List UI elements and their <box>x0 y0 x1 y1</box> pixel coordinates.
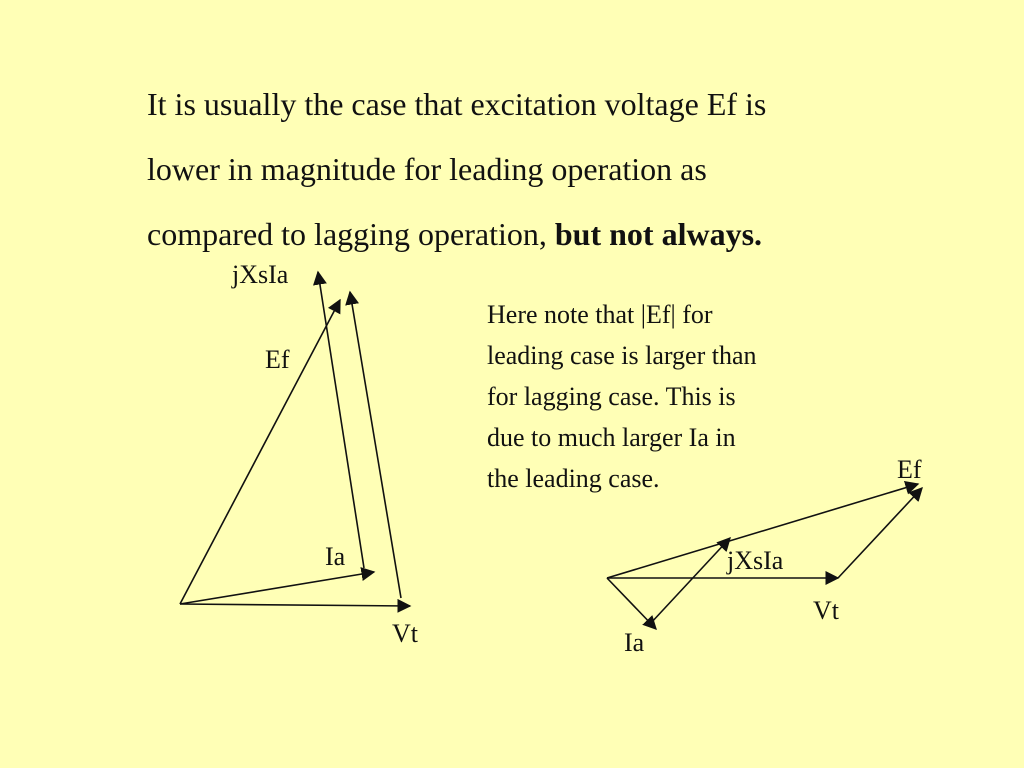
main-line-2: lower in magnitude for leading operation as <box>147 151 707 187</box>
leading-jxsia-label: jXsIa <box>232 260 289 289</box>
leading-ia-phasor <box>180 572 374 604</box>
note-line-3: for lagging case. This is <box>487 382 736 411</box>
leading-vt-label: Vt <box>392 619 418 648</box>
lagging-jxsia-phasor <box>838 488 922 578</box>
note-line-1: Here note that |Ef| for <box>487 300 713 329</box>
main-line-3-text: compared to lagging operation, <box>147 216 555 252</box>
lagging-vt-label: Vt <box>813 596 839 625</box>
leading-phasor-diagram <box>180 272 410 606</box>
lagging-ia-label: Ia <box>624 628 645 657</box>
leading-ef-label: Ef <box>265 345 290 374</box>
leading-vt-to-ef-line <box>350 292 401 598</box>
main-line-1: It is usually the case that excitation voltage Ef is <box>147 86 767 122</box>
note-line-5: the leading case. <box>487 464 660 493</box>
leading-vt-phasor <box>180 604 410 606</box>
lagging-jxsia-label: jXsIa <box>727 546 784 575</box>
main-line-3-emphasis: but not always. <box>554 216 763 252</box>
lagging-ia-phasor <box>607 578 656 629</box>
leading-ia-label: Ia <box>325 542 346 571</box>
leading-ef-phasor <box>180 300 340 604</box>
leading-jxsia-phasor <box>318 272 364 571</box>
lagging-ia-to-ef-line <box>650 538 730 624</box>
note-line-2: leading case is larger than <box>487 341 757 370</box>
lagging-ef-label: Ef <box>897 455 922 484</box>
note-line-4: due to much larger Ia in <box>487 423 736 452</box>
